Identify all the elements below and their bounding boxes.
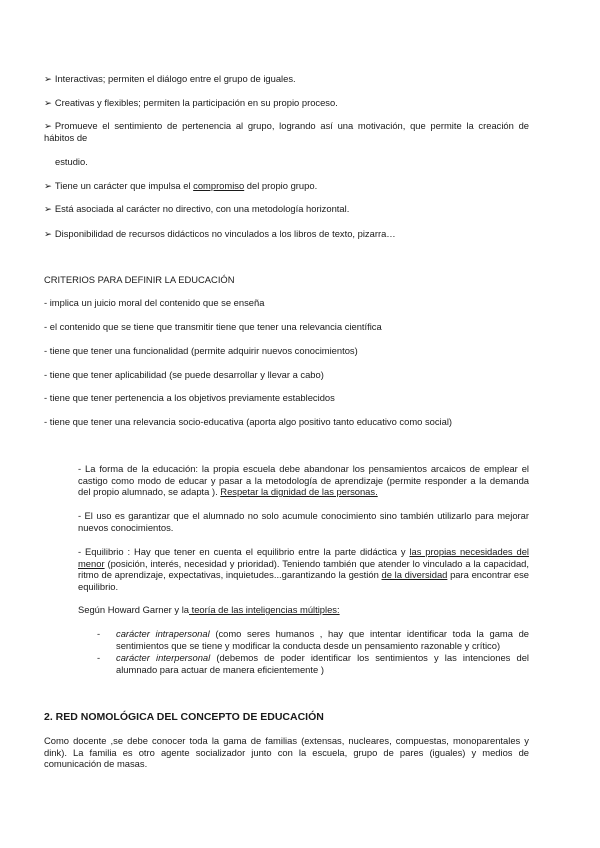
criteria-item: - tiene que tener una funcionalidad (permite adquirir nuevos conocimientos) bbox=[44, 345, 358, 356]
bullet-no-directivo: ➢ Está asociada al carácter no directivo, con una metodología horizontal. bbox=[44, 203, 350, 214]
dash-bullet: - bbox=[97, 628, 101, 639]
diversidad-underline: de la diversidad bbox=[381, 569, 448, 580]
uso-paragraph: - El uso es garantizar que el alumnado no solo acumule conocimiento sino también utilizarlo para mejorar nuevos conocimientos. bbox=[78, 510, 529, 533]
dash-bullet: - bbox=[97, 652, 101, 663]
forma-educacion-paragraph: - La forma de la educación: la propia escuela debe abandonar los pensamientos arcaicos de emplear el castigo como modo de educar y pasar a la metodología de aprendizaje (permite responder a la demanda del propio alumnado, se adapta ). Respetar la dignidad de las personas. bbox=[78, 463, 529, 497]
arrow-bullet-icon: ➢ bbox=[44, 120, 52, 131]
necesidades-menor-underline: las propias necesidades del menor bbox=[78, 546, 529, 569]
section-heading: 2. RED NOMOLÓGICA DEL CONCEPTO DE EDUCACIÓN bbox=[44, 711, 324, 723]
criteria-item: - tiene que tener pertenencia a los objetivos previamente establecidos bbox=[44, 392, 335, 403]
bullet-compromiso: ➢ Tiene un carácter que impulsa el compromiso del propio grupo. bbox=[44, 180, 318, 191]
criteria-item: - el contenido que se tiene que transmitir tiene que tener una relevancia científica bbox=[44, 321, 382, 332]
criteria-item: - implica un juicio moral del contenido que se enseña bbox=[44, 297, 265, 308]
inteligencias-multiples-underline: teoría de las inteligencias múltiples: bbox=[189, 604, 340, 615]
bullet-estudio-continuation: estudio. bbox=[55, 156, 88, 167]
intrapersonal-item: carácter intrapersonal (como seres humanos , hay que intentar identificar toda la gama de sentimientos que se tiene y modificar la conducta desde un pensamiento razonable y crítico) bbox=[116, 628, 529, 651]
arrow-bullet-icon: ➢ bbox=[44, 97, 52, 108]
section-paragraph: Como docente ,se debe conocer toda la gama de familias (extensas, nucleares, compuestas, monoparentales y dink). La familia es otro agente socializador junto con la escuela, grupo de pares (iguales) y medios de comunicación de masas. bbox=[44, 735, 529, 769]
bullet-interactivas: ➢ Interactivas; permiten el diálogo entre el grupo de iguales. bbox=[44, 73, 296, 84]
link-compromiso: compromiso bbox=[193, 180, 245, 191]
arrow-bullet-icon: ➢ bbox=[44, 180, 52, 191]
garner-line: Según Howard Garner y la teoría de las inteligencias múltiples: bbox=[78, 604, 340, 615]
bullet-pertenencia: ➢ Promueve el sentimiento de pertenencia al grupo, logrando así una motivación, que permite la creación de hábitos de bbox=[44, 120, 529, 143]
criteria-title: CRITERIOS PARA DEFINIR LA EDUCACIÓN bbox=[44, 274, 235, 285]
arrow-bullet-icon: ➢ bbox=[44, 203, 52, 214]
bullet-recursos: ➢ Disponibilidad de recursos didácticos no vinculados a los libros de texto, pizarra… bbox=[44, 228, 396, 239]
arrow-bullet-icon: ➢ bbox=[44, 228, 52, 239]
bullet-creativas: ➢ Creativas y flexibles; permiten la participación en su propio proceso. bbox=[44, 97, 338, 108]
interpersonal-item: carácter interpersonal (debemos de poder identificar los sentimientos y las intenciones del alumnado para actuar de manera eficientemente ) bbox=[116, 652, 529, 675]
equilibrio-paragraph: - Equilibrio : Hay que tener en cuenta el equilibrio entre la parte didáctica y las propias necesidades del menor (posición, interés, necesidad y prioridad). Teniendo también que atender lo vinculado a la capacidad, ritmo de aprendizaje, expectativas, inquietudes...garantizando la gestión de la diversidad para encontrar ese equilibrio. bbox=[78, 546, 529, 592]
criteria-item: - tiene que tener una relevancia socio-educativa (aporta algo positivo tanto educativo como social) bbox=[44, 416, 453, 427]
criteria-item: - tiene que tener aplicabilidad (se puede desarrollar y llevar a cabo) bbox=[44, 369, 324, 380]
arrow-bullet-icon: ➢ bbox=[44, 73, 52, 84]
respetar-dignidad-underline: Respetar la dignidad de las personas. bbox=[220, 486, 378, 497]
